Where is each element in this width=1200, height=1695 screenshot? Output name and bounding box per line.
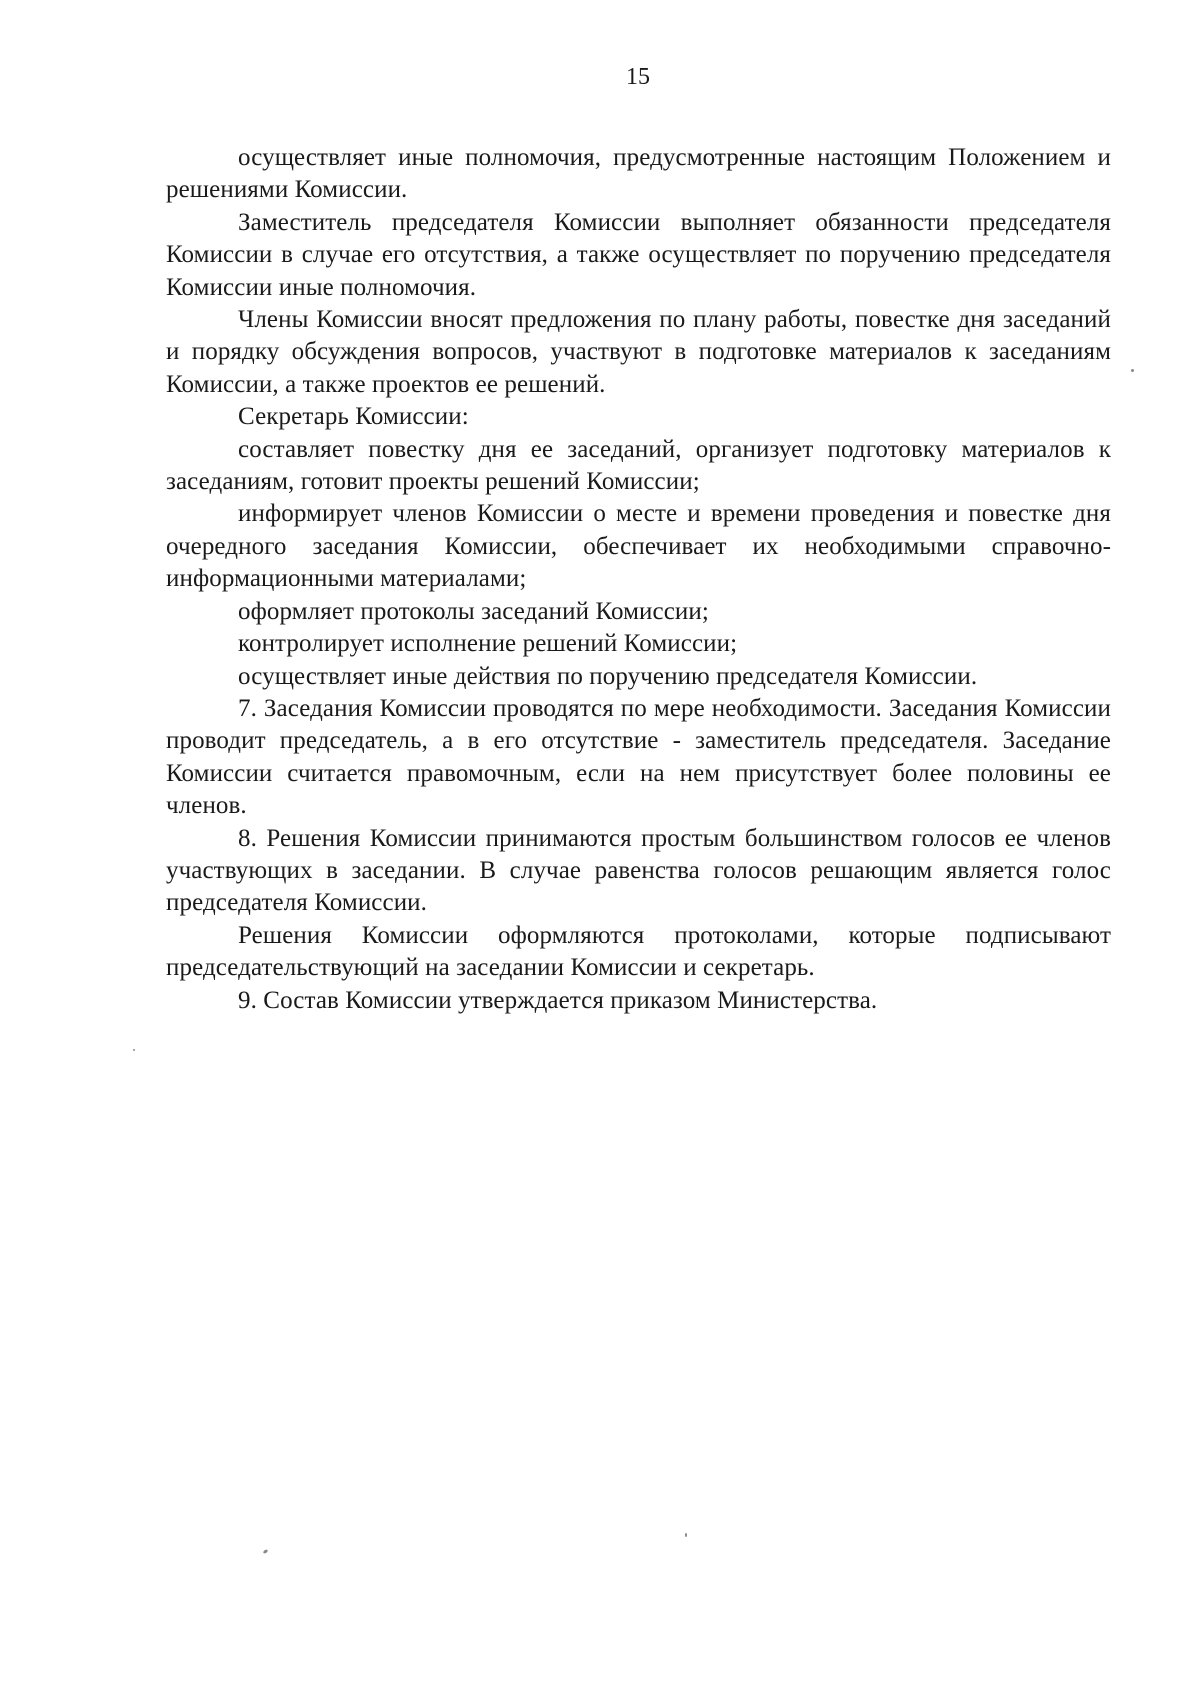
paragraph-3: Члены Комиссии вносят предложения по плану работы, повестке дня заседаний и порядку обсуждения вопросов, участвуют в подготовке материалов к заседаниям Комиссии, а также проектов ее решений. xyxy=(166,306,1111,398)
document-body xyxy=(166,142,1111,1017)
paragraph-13: 9. Состав Комиссии утверждается приказом Министерства. xyxy=(238,986,878,1014)
paragraph-9: осуществляет иные действия по поручению председателя Комиссии. xyxy=(238,662,978,690)
paragraph-10: 7. Заседания Комиссии проводятся по мере необходимости. Заседания Комиссии проводит председатель, а в его отсутствие - заместитель председателя. Заседание Комиссии считается правомочным, если на нем присутствует более половины ее членов. xyxy=(166,694,1111,820)
paragraph-8: контролирует исполнение решений Комиссии; xyxy=(238,630,738,658)
page-number: 15 xyxy=(626,64,650,90)
paragraph-11: 8. Решения Комиссии принимаются простым большинством голосов ее членов участвующих в заседании. В случае равенства голосов решающим является голос председателя Комиссии. xyxy=(166,824,1111,917)
paragraph-12: Решения Комиссии оформляются протоколами, которые подписывают председательствующий на заседании Комиссии и секретарь. xyxy=(166,921,1111,982)
paragraph-6: информирует членов Комиссии о месте и времени проведения и повестке дня очередного заседания Комиссии, обеспечивает их необходимыми справочно-информационными материалами; xyxy=(166,500,1111,593)
paragraph-7: оформляет протоколы заседаний Комиссии; xyxy=(238,597,709,625)
paragraph-5: составляет повестку дня ее заседаний, организует подготовку материалов к заседаниям, готовит проекты решений Комиссии; xyxy=(166,435,1111,496)
scan-speck xyxy=(685,1533,687,1537)
paragraph-1: осуществляет иные полномочия, предусмотренные настоящим Положением и решениями Комиссии. xyxy=(166,144,1111,204)
scan-speck xyxy=(1131,369,1134,372)
scan-speck xyxy=(263,1549,269,1554)
scan-speck xyxy=(133,1049,135,1051)
paragraph-4: Секретарь Комиссии: xyxy=(238,403,469,431)
paragraph-2: Заместитель председателя Комиссии выполняет обязанности председателя Комиссии в случае его отсутствия, а также осуществляет по поручению председателя Комиссии иные полномочия. xyxy=(166,208,1111,301)
